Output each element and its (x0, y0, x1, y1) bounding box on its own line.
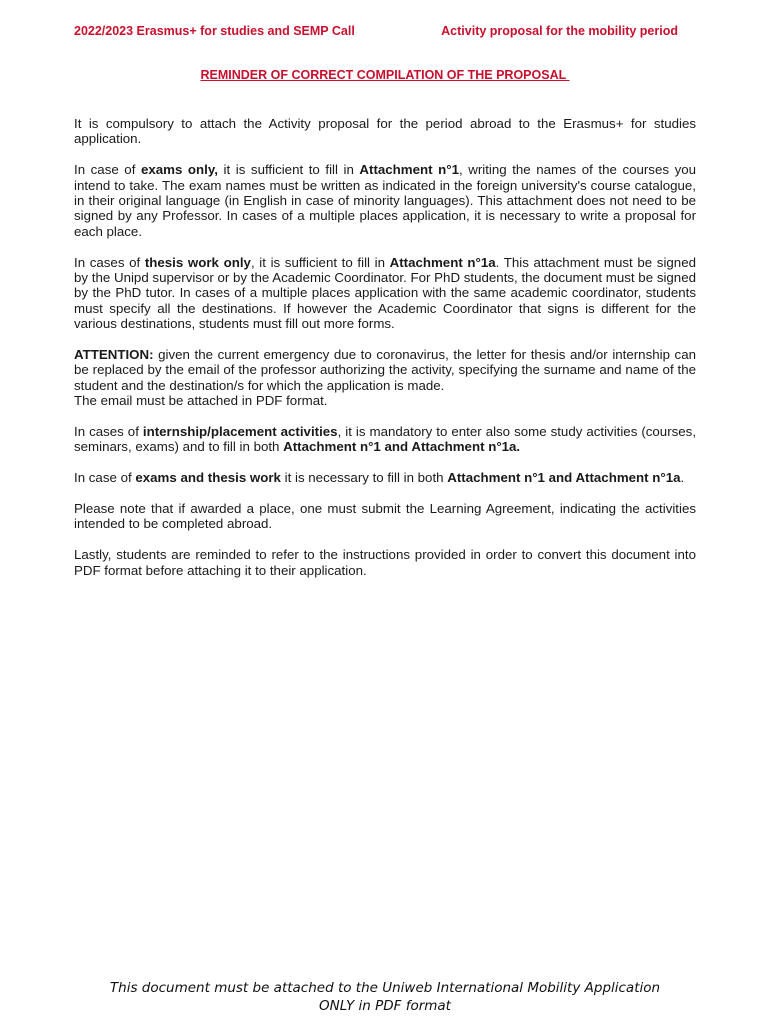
emphasis-internship-activities: internship/placement activities (142, 424, 338, 440)
footer-line-1: This document must be attached to the Uniweb International Mobility Application (109, 980, 661, 996)
emphasis-exams-only: exams only, (140, 162, 218, 178)
page-header (74, 24, 678, 38)
paragraph-compulsory-attachment: It is compulsory to attach the Activity proposal for the period abroad to the Erasmus+ for studies application. (74, 116, 696, 147)
emphasis-attention: ATTENTION: (74, 347, 154, 363)
emphasis-both-attachments: Attachment n°1 and Attachment n°1a. (283, 439, 521, 455)
emphasis-thesis-work-only: thesis work only (144, 254, 251, 270)
emphasis-attachment-1: Attachment n°1 (359, 162, 459, 178)
paragraph-attention: ATTENTION: given the current emergency due to coronavirus, the letter for thesis and/or internship can be replaced by the email of the professor authorizing the activity, specifying the surname and name of the student and the destination/s for which the application is made. The email must be attached in PDF format. (74, 347, 696, 409)
emphasis-attachments-1-and-1a: Attachment n°1 and Attachment n°1a (447, 470, 681, 486)
emphasis-attachment-1a: Attachment n°1a (389, 254, 496, 270)
emphasis-exams-and-thesis: exams and thesis work (135, 470, 281, 486)
page-footer (0, 979, 770, 1015)
paragraph-thesis-only: In cases of thesis work only, it is sufficient to fill in Attachment n°1a. This attachment must be signed by the Unipd supervisor or by the Academic Coordinator. For PhD students, the document must be signed by the PhD tutor. In cases of a multiple places application with the same academic coordinator, students must specify all the destinations. If however the Academic Coordinator that signs is different for the various destinations, students must fill out more forms. (74, 254, 696, 332)
document-body (74, 116, 696, 593)
page-title: REMINDER OF CORRECT COMPILATION OF THE PROPOSAL (200, 68, 570, 82)
paragraph-learning-agreement: Please note that if awarded a place, one must submit the Learning Agreement, indicating the activities intended to be completed abroad. (74, 501, 696, 532)
footer-line-2: ONLY in PDF format (319, 998, 451, 1014)
paragraph-internship: In cases of internship/placement activities, it is mandatory to enter also some study activities (courses, seminars, exams) and to fill in both Attachment n°1 and Attachment n°1a. (74, 424, 697, 455)
header-document-title: Activity proposal for the mobility period (441, 24, 678, 38)
paragraph-exams-only: In case of exams only, it is sufficient to fill in Attachment n°1, writing the names of the courses you intend to take. The exam names must be written as indicated in the foreign university's course catalogue, in their original language (in English in case of minority languages). This attachment does not need to be signed by any Professor. In cases of a multiple places application, it is necessary to write a proposal for each place. (74, 162, 697, 239)
paragraph-exams-and-thesis: In case of exams and thesis work it is necessary to fill in both Attachment n°1 and Attachment n°1a. (74, 470, 685, 486)
header-call-title: 2022/2023 Erasmus+ for studies and SEMP Call (74, 24, 355, 38)
paragraph-pdf-conversion: Lastly, students are reminded to refer to the instructions provided in order to convert this document into PDF format before attaching it to their application. (74, 547, 696, 578)
